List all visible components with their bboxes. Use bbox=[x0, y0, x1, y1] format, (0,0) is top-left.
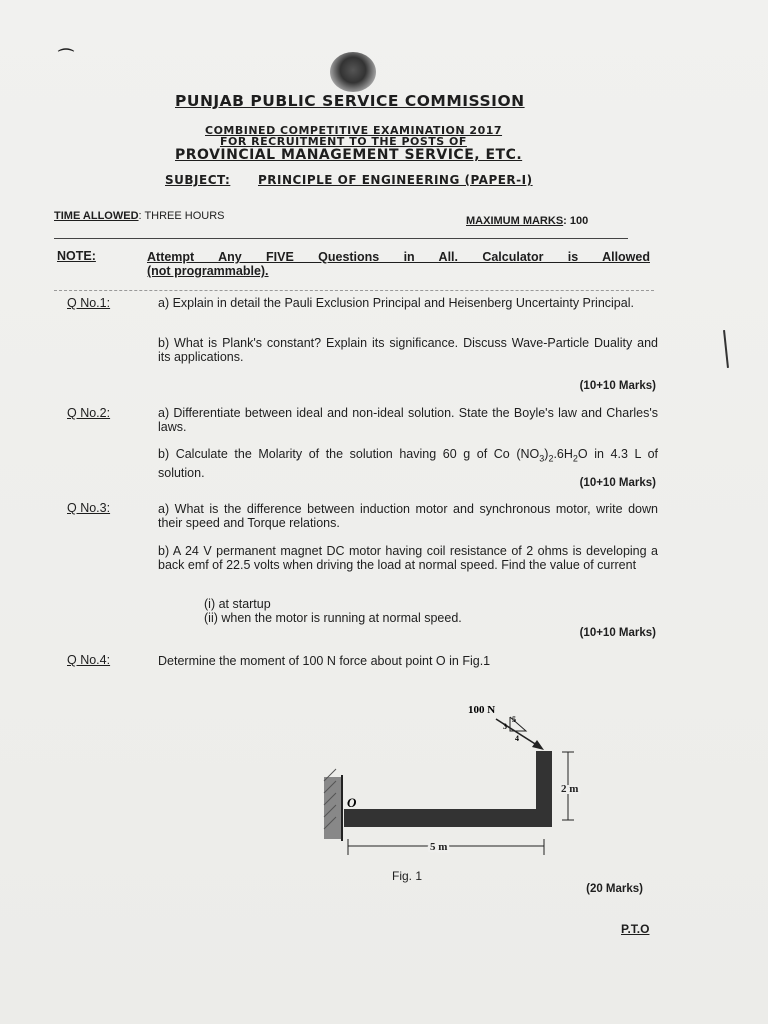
length-label: 5 m bbox=[430, 841, 448, 853]
time-allowed bbox=[54, 210, 225, 222]
corner-mark: ⌒ bbox=[58, 49, 75, 66]
commission-seal-logo bbox=[330, 52, 376, 92]
max-label: MAXIMUM MARKS bbox=[466, 215, 564, 227]
q2-b-sub1: 3 bbox=[539, 453, 545, 464]
height-label: 2 m bbox=[561, 783, 579, 795]
pto-label: P.T.O bbox=[621, 922, 650, 936]
exam-title: COMBINED COMPETITIVE EXAMINATION 2017 bbox=[205, 124, 503, 137]
q4-marks: (20 Marks) bbox=[586, 883, 643, 895]
q2-b-mid: ) bbox=[544, 447, 549, 461]
wall-support bbox=[324, 769, 342, 841]
note-line2: (not programmable). bbox=[147, 264, 269, 278]
q1-part-a: a) Explain in detail the Pauli Exclusion Principal and Heisenberg Uncertainty Principal. bbox=[158, 296, 634, 310]
q3-label: Q No.3: bbox=[67, 501, 111, 515]
time-label: TIME ALLOWED bbox=[54, 210, 139, 222]
horizontal-beam bbox=[344, 809, 552, 827]
time-value: : THREE HOURS bbox=[138, 210, 225, 222]
pen-mark bbox=[723, 330, 729, 368]
triangle-side-5: 5 bbox=[512, 715, 516, 724]
q2-label: Q No.2: bbox=[67, 406, 111, 420]
q3-part-a: a) What is the difference between induction motor and synchronous motor, write down their speed and Torque relations. bbox=[158, 502, 658, 530]
subject-value: PRINCIPLE OF ENGINEERING (PAPER-I) bbox=[258, 173, 533, 187]
force-label: 100 N bbox=[468, 704, 496, 716]
q4-text: Determine the moment of 100 N force about point O in Fig.1 bbox=[158, 654, 491, 668]
commission-title: PUNJAB PUBLIC SERVICE COMMISSION bbox=[175, 92, 525, 110]
point-o-label: O bbox=[347, 795, 357, 810]
q2-part-b bbox=[158, 447, 658, 480]
figure-caption: Fig. 1 bbox=[392, 869, 423, 883]
q3-item-i: (i) at startup bbox=[204, 597, 271, 611]
q4-label: Q No.4: bbox=[67, 653, 111, 667]
triangle-side-3: 3 bbox=[503, 722, 507, 731]
q1-marks: (10+10 Marks) bbox=[579, 380, 656, 392]
q3-part-b: b) A 24 V permanent magnet DC motor having coil resistance of 2 ohms is developing a back emf of 22.5 volts when driving the load at normal speed. Find the value of current bbox=[158, 544, 658, 572]
dashed-divider bbox=[54, 290, 654, 291]
q2-marks: (10+10 Marks) bbox=[579, 477, 656, 489]
q2-b-pre: b) Calculate the Molarity of the solution having 60 g of Co (NO bbox=[158, 447, 540, 461]
vertical-arm bbox=[536, 751, 552, 827]
max-value: : 100 bbox=[563, 215, 589, 227]
q2-b-post: .6H bbox=[553, 447, 573, 461]
force-arrowhead bbox=[532, 740, 544, 750]
note-label: NOTE: bbox=[57, 249, 96, 263]
q2-b-sub3: 2 bbox=[572, 453, 578, 464]
recruitment-line: FOR RECRUITMENT TO THE POSTS OF bbox=[220, 135, 467, 148]
maximum-marks bbox=[466, 215, 588, 227]
q3-item-ii: (ii) when the motor is running at normal speed. bbox=[204, 611, 462, 625]
q1-part-b: b) What is Plank's constant? Explain its significance. Discuss Wave-Particle Duality and its applications. bbox=[158, 336, 658, 364]
service-title: PROVINCIAL MANAGEMENT SERVICE, ETC. bbox=[175, 147, 523, 163]
q1-label: Q No.1: bbox=[67, 296, 111, 310]
fig1-beam-diagram bbox=[318, 695, 608, 865]
divider bbox=[54, 238, 628, 239]
note-line1: Attempt Any FIVE Questions in All. Calculator is Allowed bbox=[147, 250, 650, 264]
q3-marks: (10+10 Marks) bbox=[579, 627, 656, 639]
q2-part-a: a) Differentiate between ideal and non-ideal solution. State the Boyle's law and Charles's laws. bbox=[158, 406, 658, 434]
triangle-side-4: 4 bbox=[515, 734, 519, 743]
subject-label: SUBJECT: bbox=[165, 173, 231, 187]
q2-b-end: O in 4.3 L of solution. bbox=[158, 447, 658, 480]
q2-b-sub2: 2 bbox=[548, 453, 554, 464]
